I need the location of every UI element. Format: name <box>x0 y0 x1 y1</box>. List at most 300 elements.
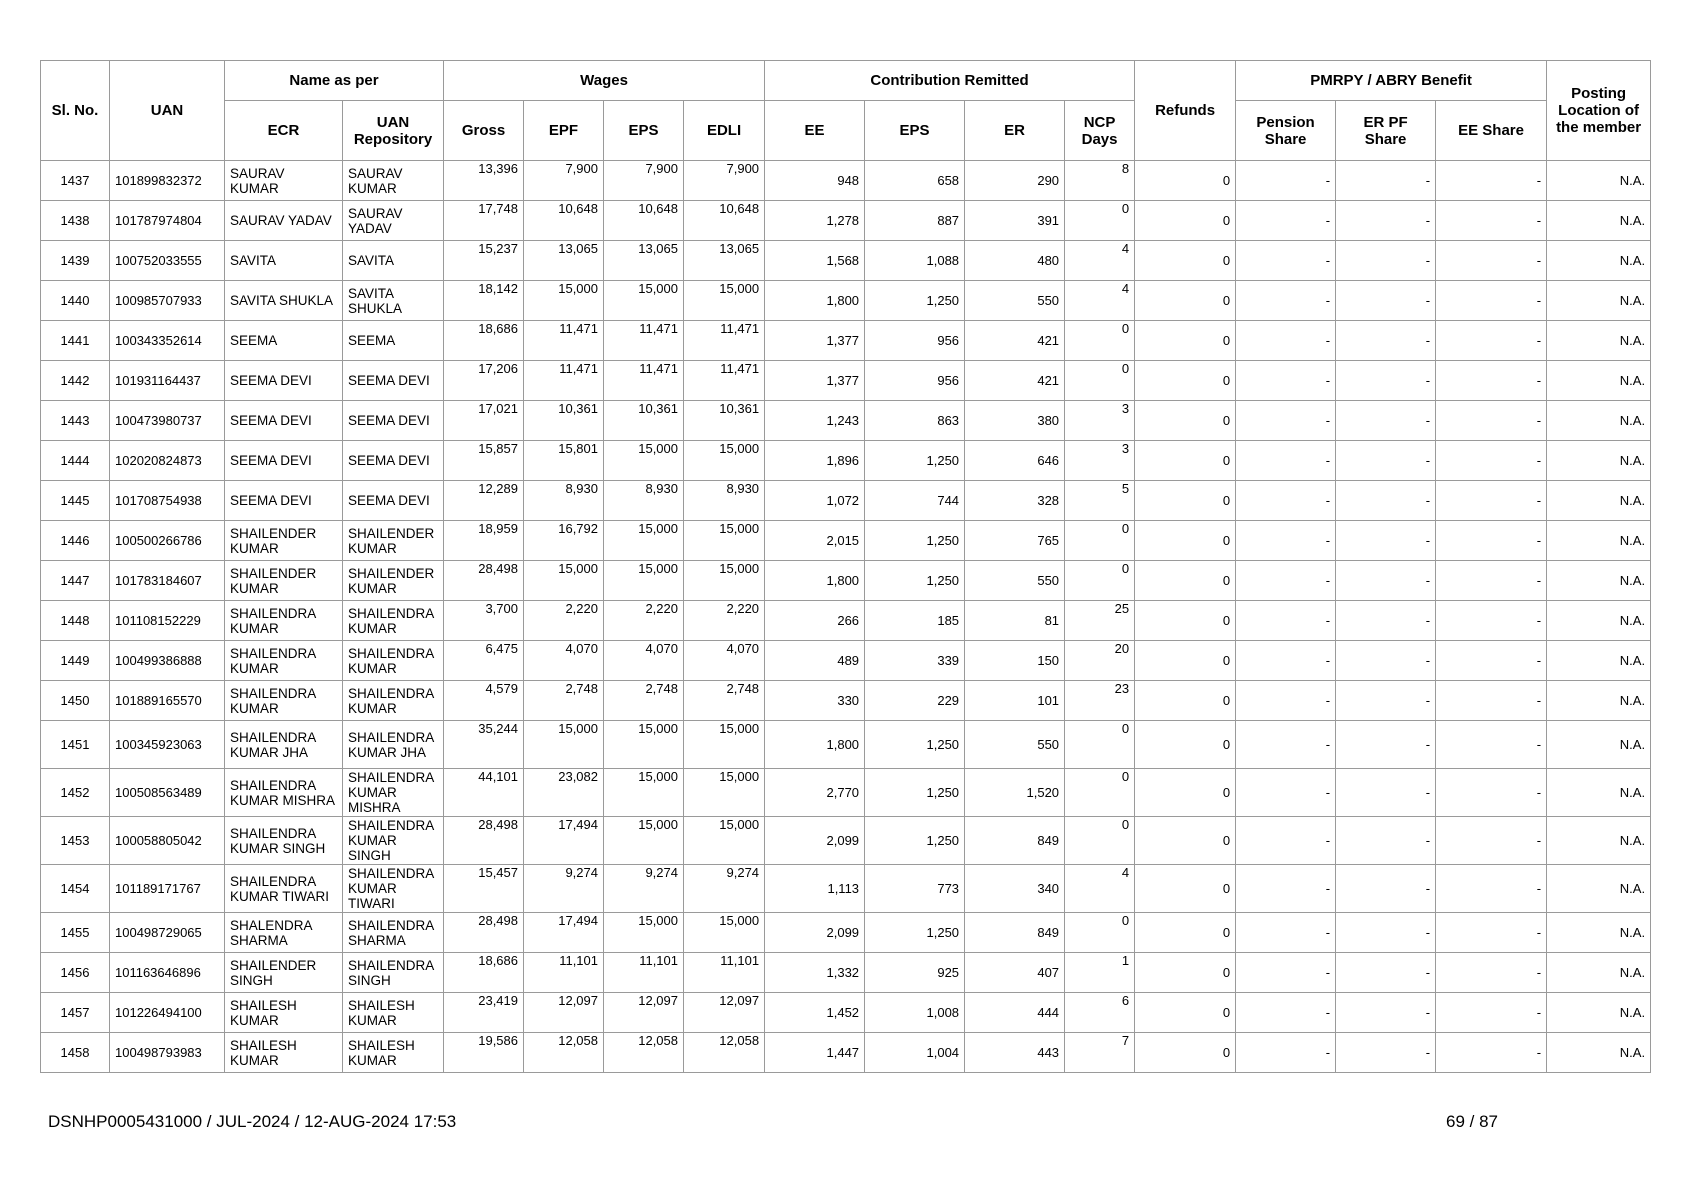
cell-eps: 7,900 <box>604 161 684 201</box>
table-header <box>41 61 1651 161</box>
cell-contribution-eps: 1,250 <box>865 817 965 865</box>
cell-ee: 1,377 <box>765 361 865 401</box>
cell-pension-share: - <box>1236 201 1336 241</box>
cell-ecr-name: SHAILENDER SINGH <box>225 953 343 993</box>
cell-edli: 15,000 <box>684 721 765 769</box>
cell-sl-no: 1447 <box>41 561 110 601</box>
cell-edli: 2,220 <box>684 601 765 641</box>
cell-epf: 13,065 <box>524 241 604 281</box>
cell-edli: 15,000 <box>684 281 765 321</box>
cell-ee: 2,770 <box>765 769 865 817</box>
cell-er: 480 <box>965 241 1065 281</box>
table-row <box>41 481 1651 521</box>
cell-uan: 101931164437 <box>110 361 225 401</box>
cell-refunds: 0 <box>1135 561 1236 601</box>
cell-ncp-days: 5 <box>1065 481 1135 521</box>
cell-uan-repository-name: SEEMA DEVI <box>343 401 444 441</box>
cell-epf: 17,494 <box>524 913 604 953</box>
cell-ee: 1,568 <box>765 241 865 281</box>
cell-uan-repository-name: SAURAV KUMAR <box>343 161 444 201</box>
cell-sl-no: 1457 <box>41 993 110 1033</box>
cell-gross: 12,289 <box>444 481 524 521</box>
cell-ee: 1,800 <box>765 561 865 601</box>
cell-sl-no: 1449 <box>41 641 110 681</box>
cell-sl-no: 1440 <box>41 281 110 321</box>
cell-er-pf-share: - <box>1336 681 1436 721</box>
cell-pension-share: - <box>1236 993 1336 1033</box>
cell-gross: 17,021 <box>444 401 524 441</box>
cell-sl-no: 1451 <box>41 721 110 769</box>
cell-ee-share: - <box>1436 817 1547 865</box>
cell-eps: 4,070 <box>604 641 684 681</box>
cell-gross: 19,586 <box>444 1033 524 1073</box>
cell-posting-location: N.A. <box>1547 281 1651 321</box>
cell-er: 391 <box>965 201 1065 241</box>
ecr-contribution-table <box>40 60 1651 1073</box>
col-ncp-days: NCP Days <box>1065 101 1135 161</box>
cell-epf: 15,000 <box>524 561 604 601</box>
cell-ncp-days: 0 <box>1065 913 1135 953</box>
cell-contribution-eps: 1,008 <box>865 993 965 1033</box>
cell-epf: 7,900 <box>524 161 604 201</box>
cell-ee-share: - <box>1436 561 1547 601</box>
cell-refunds: 0 <box>1135 481 1236 521</box>
cell-er: 444 <box>965 993 1065 1033</box>
cell-uan-repository-name: SHAILENDRA KUMAR SINGH <box>343 817 444 865</box>
cell-uan-repository-name: SHAILENDRA KUMAR TIWARI <box>343 865 444 913</box>
col-ee: EE <box>765 101 865 161</box>
cell-refunds: 0 <box>1135 441 1236 481</box>
cell-er: 443 <box>965 1033 1065 1073</box>
cell-uan: 100473980737 <box>110 401 225 441</box>
cell-uan: 101708754938 <box>110 481 225 521</box>
cell-uan: 100058805042 <box>110 817 225 865</box>
cell-ncp-days: 0 <box>1065 817 1135 865</box>
cell-ee-share: - <box>1436 641 1547 681</box>
cell-ee: 1,800 <box>765 721 865 769</box>
cell-contribution-eps: 863 <box>865 401 965 441</box>
cell-ee: 1,332 <box>765 953 865 993</box>
cell-uan-repository-name: SEEMA <box>343 321 444 361</box>
cell-ee-share: - <box>1436 481 1547 521</box>
cell-ee-share: - <box>1436 161 1547 201</box>
cell-eps: 15,000 <box>604 281 684 321</box>
cell-uan: 101226494100 <box>110 993 225 1033</box>
cell-refunds: 0 <box>1135 641 1236 681</box>
table-row <box>41 865 1651 913</box>
cell-ecr-name: SAURAV YADAV <box>225 201 343 241</box>
cell-posting-location: N.A. <box>1547 361 1651 401</box>
cell-edli: 15,000 <box>684 769 765 817</box>
cell-refunds: 0 <box>1135 601 1236 641</box>
cell-pension-share: - <box>1236 441 1336 481</box>
cell-er-pf-share: - <box>1336 641 1436 681</box>
cell-gross: 3,700 <box>444 601 524 641</box>
cell-contribution-eps: 1,004 <box>865 1033 965 1073</box>
col-er-pf-share: ER PF Share <box>1336 101 1436 161</box>
cell-ee: 330 <box>765 681 865 721</box>
cell-ncp-days: 25 <box>1065 601 1135 641</box>
cell-eps: 15,000 <box>604 561 684 601</box>
cell-ee-share: - <box>1436 201 1547 241</box>
cell-contribution-eps: 339 <box>865 641 965 681</box>
cell-edli: 4,070 <box>684 641 765 681</box>
cell-uan: 100499386888 <box>110 641 225 681</box>
cell-ncp-days: 0 <box>1065 201 1135 241</box>
cell-uan-repository-name: SHAILENDRA KUMAR MISHRA <box>343 769 444 817</box>
group-pmrpy: PMRPY / ABRY Benefit <box>1236 61 1547 101</box>
cell-epf: 15,000 <box>524 281 604 321</box>
cell-pension-share: - <box>1236 241 1336 281</box>
cell-pension-share: - <box>1236 361 1336 401</box>
cell-posting-location: N.A. <box>1547 769 1651 817</box>
cell-ee-share: - <box>1436 281 1547 321</box>
cell-eps: 15,000 <box>604 441 684 481</box>
cell-eps: 15,000 <box>604 817 684 865</box>
cell-epf: 17,494 <box>524 817 604 865</box>
col-uan-repository: UAN Repository <box>343 101 444 161</box>
cell-uan: 100498793983 <box>110 1033 225 1073</box>
cell-contribution-eps: 925 <box>865 953 965 993</box>
group-contribution: Contribution Remitted <box>765 61 1135 101</box>
cell-sl-no: 1441 <box>41 321 110 361</box>
cell-ecr-name: SHAILENDRA KUMAR SINGH <box>225 817 343 865</box>
cell-pension-share: - <box>1236 401 1336 441</box>
col-gross: Gross <box>444 101 524 161</box>
cell-ee: 1,278 <box>765 201 865 241</box>
cell-eps: 12,058 <box>604 1033 684 1073</box>
cell-pension-share: - <box>1236 769 1336 817</box>
col-epf: EPF <box>524 101 604 161</box>
cell-ee-share: - <box>1436 865 1547 913</box>
cell-uan: 100343352614 <box>110 321 225 361</box>
cell-posting-location: N.A. <box>1547 1033 1651 1073</box>
cell-uan: 101163646896 <box>110 953 225 993</box>
cell-ee-share: - <box>1436 993 1547 1033</box>
table-row <box>41 441 1651 481</box>
cell-uan: 101899832372 <box>110 161 225 201</box>
cell-gross: 13,396 <box>444 161 524 201</box>
cell-ncp-days: 0 <box>1065 769 1135 817</box>
cell-ncp-days: 0 <box>1065 561 1135 601</box>
cell-ee: 489 <box>765 641 865 681</box>
cell-ncp-days: 4 <box>1065 281 1135 321</box>
page-number: 69 / 87 <box>1446 1112 1498 1131</box>
cell-edli: 12,097 <box>684 993 765 1033</box>
cell-ee-share: - <box>1436 361 1547 401</box>
cell-sl-no: 1458 <box>41 1033 110 1073</box>
cell-gross: 18,142 <box>444 281 524 321</box>
cell-uan-repository-name: SHAILESH KUMAR <box>343 1033 444 1073</box>
cell-eps: 11,471 <box>604 321 684 361</box>
cell-eps: 15,000 <box>604 913 684 953</box>
cell-ee-share: - <box>1436 721 1547 769</box>
table-row <box>41 401 1651 441</box>
cell-ncp-days: 20 <box>1065 641 1135 681</box>
cell-epf: 16,792 <box>524 521 604 561</box>
table-row <box>41 361 1651 401</box>
cell-eps: 13,065 <box>604 241 684 281</box>
cell-er: 101 <box>965 681 1065 721</box>
cell-sl-no: 1453 <box>41 817 110 865</box>
document-reference: DSNHP0005431000 / JUL-2024 / 12-AUG-2024 17:53 <box>48 1112 457 1131</box>
cell-gross: 6,475 <box>444 641 524 681</box>
cell-ncp-days: 23 <box>1065 681 1135 721</box>
cell-er: 421 <box>965 321 1065 361</box>
cell-pension-share: - <box>1236 953 1336 993</box>
table-row <box>41 521 1651 561</box>
cell-er: 646 <box>965 441 1065 481</box>
cell-pension-share: - <box>1236 721 1336 769</box>
cell-ee: 1,113 <box>765 865 865 913</box>
cell-gross: 23,419 <box>444 993 524 1033</box>
cell-uan-repository-name: SHAILENDRA KUMAR JHA <box>343 721 444 769</box>
col-pension-share: Pension Share <box>1236 101 1336 161</box>
col-ecr: ECR <box>225 101 343 161</box>
cell-uan-repository-name: SHAILENDRA KUMAR <box>343 601 444 641</box>
col-er: ER <box>965 101 1065 161</box>
cell-eps: 15,000 <box>604 721 684 769</box>
cell-ncp-days: 6 <box>1065 993 1135 1033</box>
cell-ee-share: - <box>1436 913 1547 953</box>
cell-refunds: 0 <box>1135 817 1236 865</box>
cell-edli: 11,471 <box>684 361 765 401</box>
cell-sl-no: 1445 <box>41 481 110 521</box>
cell-posting-location: N.A. <box>1547 721 1651 769</box>
cell-er-pf-share: - <box>1336 865 1436 913</box>
cell-ecr-name: SHAILESH KUMAR <box>225 993 343 1033</box>
cell-ecr-name: SHAILENDRA KUMAR MISHRA <box>225 769 343 817</box>
cell-ee-share: - <box>1436 681 1547 721</box>
cell-er-pf-share: - <box>1336 161 1436 201</box>
cell-refunds: 0 <box>1135 721 1236 769</box>
cell-uan: 100345923063 <box>110 721 225 769</box>
cell-posting-location: N.A. <box>1547 481 1651 521</box>
cell-sl-no: 1443 <box>41 401 110 441</box>
col-uan: UAN <box>110 61 225 161</box>
cell-ee-share: - <box>1436 401 1547 441</box>
cell-er-pf-share: - <box>1336 321 1436 361</box>
cell-edli: 7,900 <box>684 161 765 201</box>
cell-gross: 18,686 <box>444 321 524 361</box>
cell-ecr-name: SEEMA DEVI <box>225 401 343 441</box>
table-row <box>41 953 1651 993</box>
cell-eps: 11,101 <box>604 953 684 993</box>
cell-contribution-eps: 229 <box>865 681 965 721</box>
cell-edli: 2,748 <box>684 681 765 721</box>
cell-contribution-eps: 773 <box>865 865 965 913</box>
cell-sl-no: 1456 <box>41 953 110 993</box>
cell-ee: 2,099 <box>765 913 865 953</box>
cell-ee: 1,800 <box>765 281 865 321</box>
cell-gross: 15,457 <box>444 865 524 913</box>
cell-contribution-eps: 744 <box>865 481 965 521</box>
cell-epf: 10,361 <box>524 401 604 441</box>
cell-er-pf-share: - <box>1336 441 1436 481</box>
cell-uan-repository-name: SAVITA SHUKLA <box>343 281 444 321</box>
cell-ee-share: - <box>1436 441 1547 481</box>
cell-ee-share: - <box>1436 601 1547 641</box>
cell-contribution-eps: 956 <box>865 361 965 401</box>
cell-posting-location: N.A. <box>1547 241 1651 281</box>
cell-er-pf-share: - <box>1336 817 1436 865</box>
cell-ecr-name: SHALENDRA SHARMA <box>225 913 343 953</box>
cell-er: 849 <box>965 817 1065 865</box>
cell-sl-no: 1450 <box>41 681 110 721</box>
cell-posting-location: N.A. <box>1547 521 1651 561</box>
cell-ncp-days: 0 <box>1065 321 1135 361</box>
cell-refunds: 0 <box>1135 993 1236 1033</box>
table-row <box>41 641 1651 681</box>
cell-eps: 10,648 <box>604 201 684 241</box>
cell-uan-repository-name: SEEMA DEVI <box>343 481 444 521</box>
cell-edli: 15,000 <box>684 561 765 601</box>
cell-eps: 2,220 <box>604 601 684 641</box>
cell-er: 421 <box>965 361 1065 401</box>
cell-ecr-name: SEEMA DEVI <box>225 361 343 401</box>
cell-edli: 15,000 <box>684 521 765 561</box>
table-row <box>41 601 1651 641</box>
cell-ee: 1,447 <box>765 1033 865 1073</box>
cell-pension-share: - <box>1236 481 1336 521</box>
cell-pension-share: - <box>1236 681 1336 721</box>
cell-contribution-eps: 887 <box>865 201 965 241</box>
cell-contribution-eps: 1,250 <box>865 769 965 817</box>
cell-uan-repository-name: SHAILENDRA SINGH <box>343 953 444 993</box>
cell-pension-share: - <box>1236 913 1336 953</box>
cell-er: 407 <box>965 953 1065 993</box>
cell-er-pf-share: - <box>1336 913 1436 953</box>
cell-ecr-name: SHAILENDER KUMAR <box>225 521 343 561</box>
cell-eps: 8,930 <box>604 481 684 521</box>
col-refunds: Refunds <box>1135 61 1236 161</box>
cell-epf: 8,930 <box>524 481 604 521</box>
cell-uan: 100500266786 <box>110 521 225 561</box>
cell-sl-no: 1438 <box>41 201 110 241</box>
cell-posting-location: N.A. <box>1547 561 1651 601</box>
cell-uan-repository-name: SHAILENDER KUMAR <box>343 521 444 561</box>
cell-er: 150 <box>965 641 1065 681</box>
cell-refunds: 0 <box>1135 401 1236 441</box>
cell-sl-no: 1442 <box>41 361 110 401</box>
cell-er: 550 <box>965 561 1065 601</box>
col-ee-share: EE Share <box>1436 101 1547 161</box>
cell-eps: 15,000 <box>604 769 684 817</box>
cell-gross: 28,498 <box>444 913 524 953</box>
cell-edli: 13,065 <box>684 241 765 281</box>
cell-ee: 1,377 <box>765 321 865 361</box>
col-sl-no: Sl. No. <box>41 61 110 161</box>
cell-ecr-name: SHAILENDRA KUMAR <box>225 641 343 681</box>
cell-er-pf-share: - <box>1336 721 1436 769</box>
cell-contribution-eps: 1,250 <box>865 281 965 321</box>
cell-pension-share: - <box>1236 641 1336 681</box>
cell-gross: 4,579 <box>444 681 524 721</box>
cell-pension-share: - <box>1236 865 1336 913</box>
cell-uan-repository-name: SEEMA DEVI <box>343 361 444 401</box>
cell-uan-repository-name: SEEMA DEVI <box>343 441 444 481</box>
cell-edli: 12,058 <box>684 1033 765 1073</box>
cell-posting-location: N.A. <box>1547 865 1651 913</box>
cell-uan: 101787974804 <box>110 201 225 241</box>
cell-uan-repository-name: SHAILESH KUMAR <box>343 993 444 1033</box>
table-row <box>41 201 1651 241</box>
cell-gross: 15,237 <box>444 241 524 281</box>
cell-er: 81 <box>965 601 1065 641</box>
cell-ee-share: - <box>1436 241 1547 281</box>
cell-er-pf-share: - <box>1336 361 1436 401</box>
table-row <box>41 681 1651 721</box>
table-row <box>41 241 1651 281</box>
table-row <box>41 913 1651 953</box>
cell-er-pf-share: - <box>1336 1033 1436 1073</box>
cell-ee: 2,015 <box>765 521 865 561</box>
cell-er-pf-share: - <box>1336 993 1436 1033</box>
group-wages: Wages <box>444 61 765 101</box>
cell-epf: 15,801 <box>524 441 604 481</box>
cell-uan: 102020824873 <box>110 441 225 481</box>
cell-pension-share: - <box>1236 1033 1336 1073</box>
cell-eps: 12,097 <box>604 993 684 1033</box>
cell-uan-repository-name: SHAILENDRA SHARMA <box>343 913 444 953</box>
cell-er-pf-share: - <box>1336 953 1436 993</box>
cell-sl-no: 1446 <box>41 521 110 561</box>
cell-sl-no: 1454 <box>41 865 110 913</box>
cell-refunds: 0 <box>1135 1033 1236 1073</box>
cell-uan: 101108152229 <box>110 601 225 641</box>
cell-er: 290 <box>965 161 1065 201</box>
group-name-as-per: Name as per <box>225 61 444 101</box>
cell-ee: 2,099 <box>765 817 865 865</box>
cell-contribution-eps: 1,088 <box>865 241 965 281</box>
cell-posting-location: N.A. <box>1547 601 1651 641</box>
cell-epf: 2,748 <box>524 681 604 721</box>
cell-contribution-eps: 956 <box>865 321 965 361</box>
cell-er-pf-share: - <box>1336 769 1436 817</box>
cell-epf: 2,220 <box>524 601 604 641</box>
cell-uan-repository-name: SAURAV YADAV <box>343 201 444 241</box>
cell-ecr-name: SHAILESH KUMAR <box>225 1033 343 1073</box>
cell-contribution-eps: 185 <box>865 601 965 641</box>
cell-ncp-days: 0 <box>1065 361 1135 401</box>
cell-gross: 18,959 <box>444 521 524 561</box>
cell-posting-location: N.A. <box>1547 321 1651 361</box>
cell-contribution-eps: 658 <box>865 161 965 201</box>
cell-posting-location: N.A. <box>1547 401 1651 441</box>
cell-pension-share: - <box>1236 561 1336 601</box>
cell-ncp-days: 7 <box>1065 1033 1135 1073</box>
cell-posting-location: N.A. <box>1547 201 1651 241</box>
cell-epf: 11,471 <box>524 321 604 361</box>
cell-er: 1,520 <box>965 769 1065 817</box>
col-edli: EDLI <box>684 101 765 161</box>
table-body <box>41 161 1651 1073</box>
cell-posting-location: N.A. <box>1547 441 1651 481</box>
cell-er-pf-share: - <box>1336 241 1436 281</box>
cell-ncp-days: 4 <box>1065 865 1135 913</box>
cell-edli: 8,930 <box>684 481 765 521</box>
cell-epf: 11,471 <box>524 361 604 401</box>
cell-ecr-name: SAVITA SHUKLA <box>225 281 343 321</box>
cell-refunds: 0 <box>1135 953 1236 993</box>
table-row <box>41 769 1651 817</box>
cell-ncp-days: 0 <box>1065 721 1135 769</box>
cell-refunds: 0 <box>1135 241 1236 281</box>
cell-refunds: 0 <box>1135 161 1236 201</box>
cell-sl-no: 1437 <box>41 161 110 201</box>
cell-eps: 2,748 <box>604 681 684 721</box>
table-row <box>41 721 1651 769</box>
